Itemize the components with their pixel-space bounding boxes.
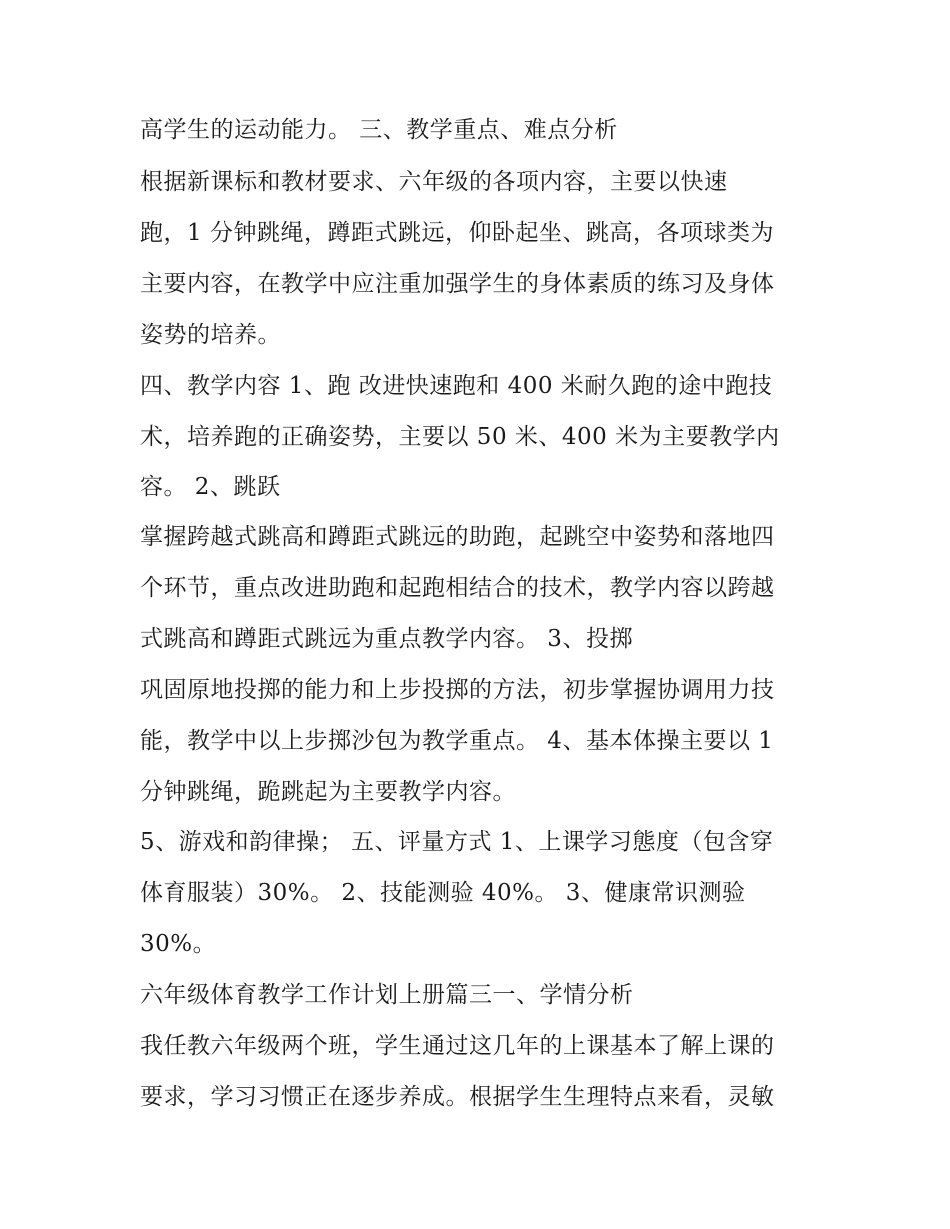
text-line: 跑，1 分钟跳绳，蹲距式跳远，仰卧起坐、跳高，各项球类为 bbox=[140, 220, 774, 246]
text-line: 5、游戏和韵律操； 五、评量方式 1、上课学习態度（包含穿 bbox=[140, 829, 774, 855]
text-line: 四、教学内容 1、跑 改进快速跑和 400 米耐久跑的途中跑技 bbox=[140, 373, 773, 399]
text-line: 我任教六年级两个班，学生通过这几年的上课基本了解上课的 bbox=[140, 1033, 775, 1059]
text-line: 高学生的运动能力。 三、教学重点、难点分析 bbox=[140, 117, 618, 143]
text-line: 式跳高和蹲距式跳远为重点教学内容。 3、投掷 bbox=[140, 626, 633, 652]
text-line: 掌握跨越式跳高和蹲距式跳远的助跑，起跳空中姿势和落地四 bbox=[140, 524, 775, 550]
text-line: 巩固原地投掷的能力和上步投掷的方法，初步掌握协调用力技 bbox=[140, 677, 775, 703]
text-line: 体育服装）30%。 2、技能测验 40%。 3、健康常识测验 bbox=[140, 880, 746, 906]
text-line: 术，培养跑的正确姿势，主要以 50 米、400 米为主要教学内 bbox=[140, 424, 780, 450]
text-line: 根据新课标和教材要求、六年级的各项内容，主要以快速 bbox=[140, 169, 728, 195]
text-line: 容。 2、跳跃 bbox=[140, 474, 281, 500]
text-line: 姿势的培养。 bbox=[140, 322, 281, 348]
text-line: 能，教学中以上步掷沙包为教学重点。 4、基本体操主要以 1 bbox=[140, 728, 774, 754]
text-line: 主要内容，在教学中应注重加强学生的身体素质的练习及身体 bbox=[140, 271, 775, 297]
text-line: 30%。 bbox=[140, 931, 217, 957]
text-line: 个环节，重点改进助跑和起跑相结合的技术，教学内容以跨越 bbox=[140, 575, 775, 601]
text-line: 六年级体育教学工作计划上册篇三一、学情分析 bbox=[140, 982, 634, 1008]
text-line: 要求，学习习惯正在逐步养成。根据学生生理特点来看，灵敏 bbox=[140, 1084, 775, 1110]
text-line: 分钟跳绳，跪跳起为主要教学内容。 bbox=[140, 779, 516, 805]
